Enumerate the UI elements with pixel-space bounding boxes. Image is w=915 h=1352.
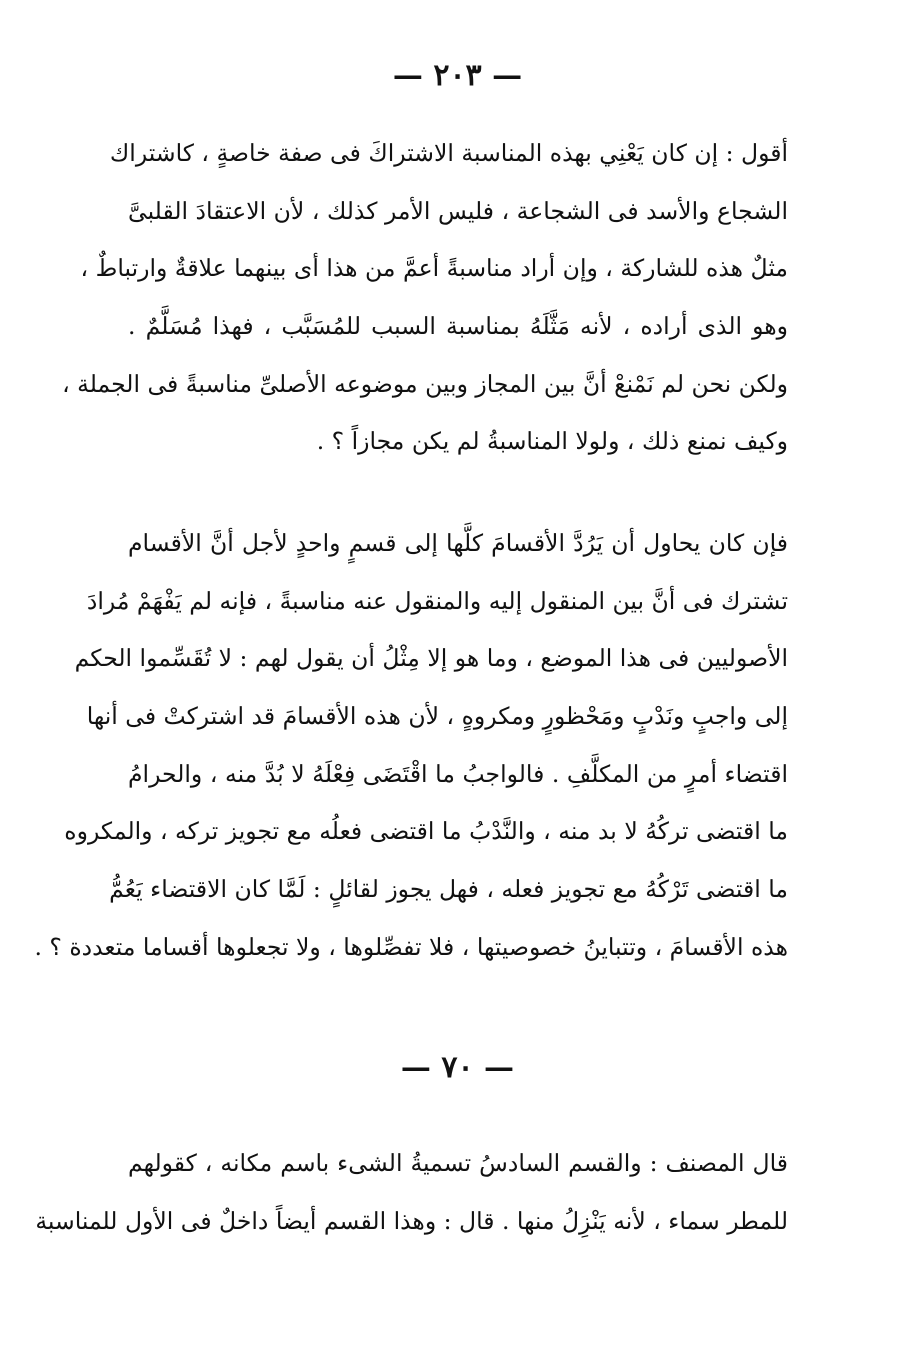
text-line: اقتضاء أمرٍ من المكلَّفِ . فالواجبُ ما اقْتَضَى فِعْلَهُ لا بُدَّ منه ، والحرامُ <box>128 759 788 788</box>
text-line: فإن كان يحاول أن يَرُدَّ الأقسامَ كلَّها إلى قسمٍ واحدٍ لأجل أنَّ الأقسام <box>128 529 788 557</box>
text-line: تشترك فى أنَّ بين المنقول إليه والمنقول عنه مناسبةً ، فإنه لم يَفْهَمْ مُرادَ <box>86 586 788 615</box>
paragraph-1 <box>62 125 788 471</box>
text-line: قال المصنف : والقسم السادسُ تسميةُ الشىء باسم مكانه ، كقولهم <box>128 1149 788 1177</box>
text-line: وكيف نمنع ذلك ، ولولا المناسبةُ لم يكن مجازاً ؟ . <box>316 427 788 456</box>
text-line: هذه الأقسامَ ، وتتباينُ خصوصيتها ، فلا تفصِّلوها ، ولا تجعلوها أقساما متعددة ؟ . <box>34 932 788 961</box>
text-line: ما اقتضى تركُهُ لا بد منه ، والنَّدْبُ ما اقتضى فعلُه مع تجويز تركه ، والمكروه <box>64 817 788 846</box>
text-line: أقول : إن كان يَعْنِي بهذه المناسبة الاشتراكَ فى صفة خاصةٍ ، كاشتراك <box>109 139 788 167</box>
page-number: — ٢٠٣ — <box>392 58 523 93</box>
text-line: وهو الذى أراده ، لأنه مَثَّلَهُ بمناسبة السبب للمُسَبَّب ، فهذا مُسَلَّمٌ . <box>128 312 788 341</box>
text-line: ما اقتضى تَرْكُهُ مع تجويز فعله ، فهل يجوز لقائلٍ : لَمَّا كان الاقتضاء يَعُمُّ <box>109 875 788 904</box>
text-line: ولكن نحن لم نَمْنعْ أنَّ بين المجاز وبين موضوعه الأصلىِّ مناسبةً فى الجملة ، <box>62 369 788 398</box>
section-number: — ٧٠ — <box>400 1050 515 1085</box>
text-line: إلى واجبٍ ونَدْبٍ ومَحْظورٍ ومكروهٍ ، لأن هذه الأقسامَ قد اشتركتْ فى أنها <box>86 702 788 731</box>
paragraph-3 <box>35 1135 788 1250</box>
paragraph-2 <box>34 515 788 977</box>
text-line: للمطر سماء ، لأنه يَنْزِلُ منها . قال : وهذا القسم أيضاً داخلٌ فى الأول للمناسبة <box>35 1206 788 1235</box>
text-line: مثلٌ هذه للشاركة ، وإن أراد مناسبةً أعمَّ من هذا أى بينهما علاقةٌ وارتباطٌ ، <box>80 254 788 283</box>
text-line: الشجاع والأسد فى الشجاعة ، فليس الأمر كذلك ، لأن الاعتقادَ القلبىَّ <box>128 196 788 225</box>
text-line: الأصوليين فى هذا الموضع ، وما هو إلا مِثْلُ أن يقول لهم : لا تُقَسِّموا الحكم <box>74 644 788 673</box>
